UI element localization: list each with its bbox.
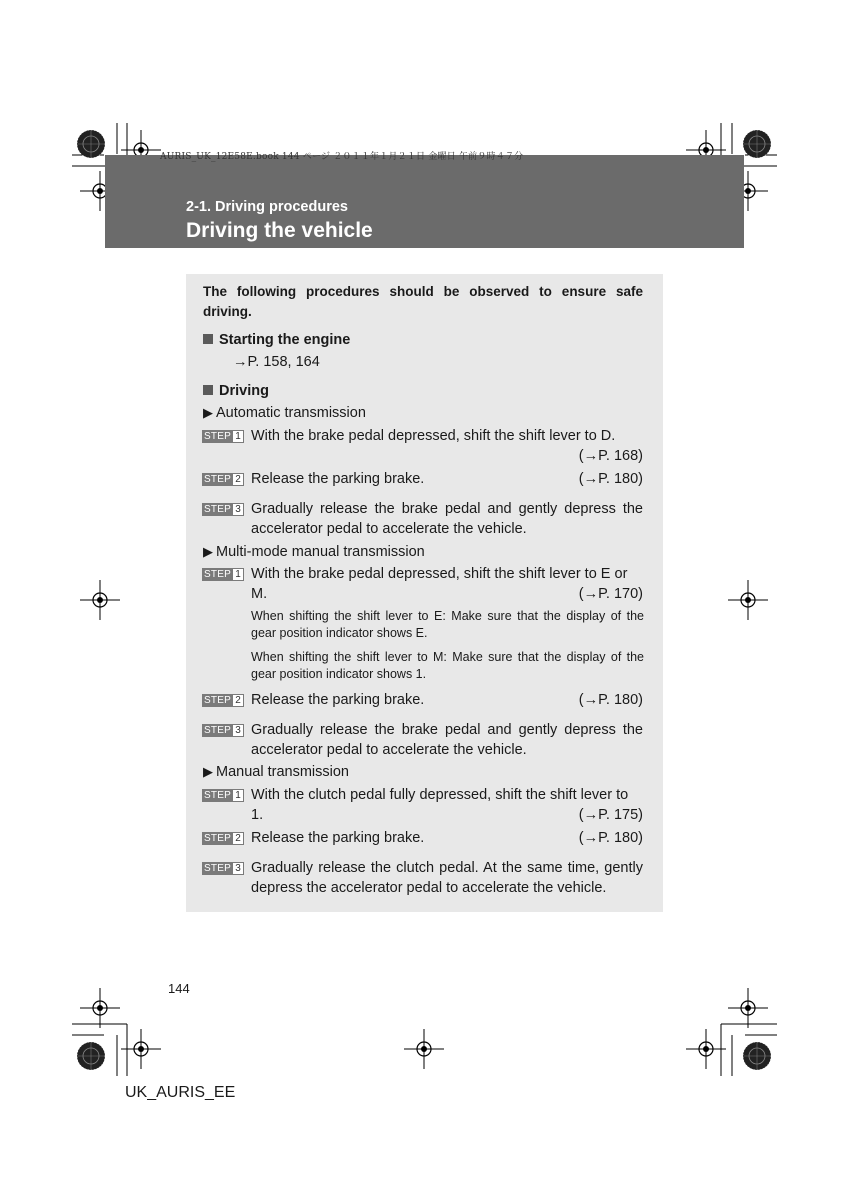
step-badge: STEP 3 [202,862,246,875]
mm-note-m: When shifting the shift lever to M: Make sure that the display of the gear position indicator shows 1. [251,650,644,681]
page-title: Driving the vehicle [186,219,373,242]
auto-step2-ref: (→P. 180) [578,471,643,487]
step-badge: STEP 3 [202,503,246,516]
auto-step1-text: With the brake pedal depressed, shift the shift lever to D. [251,428,616,444]
step-badge: STEP 2 [202,473,246,486]
page-number: 144 [168,981,190,996]
step-badge: STEP 3 [202,724,246,737]
square-bullet-icon [203,385,213,395]
square-bullet-icon [203,334,213,344]
man-step1-ref: (→P. 175) [578,807,643,823]
heading-driving: Driving [203,381,269,401]
mm-step1-text: With the brake pedal depressed, shift the shift lever to E or [251,566,628,582]
auto-step1-ref: (→P. 168) [578,448,643,464]
triangle-bullet-icon: ▶ [203,764,213,779]
mm-step2-ref: (→P. 180) [578,692,643,708]
print-meta: AURIS_UK_12E58E.book 144 ページ ２０１１年１月２１日 金曜日 午前９時４７分 [160,152,524,162]
heading-starting-engine: Starting the engine [203,330,350,350]
footer-code: UK_AURIS_EE [125,1084,236,1101]
auto-step2-text: Release the parking brake. [251,471,425,487]
triangle-bullet-icon: ▶ [203,405,213,420]
man-step1-text-cont: 1. [251,807,264,823]
procedure-box [186,274,663,912]
section-label: 2-1. Driving procedures [186,199,348,215]
mm-step1-ref: (→P. 170) [578,586,643,602]
mm-note-e: When shifting the shift lever to E: Make sure that the display of the gear position indicator shows E. [251,609,644,640]
step-badge: STEP 1 [202,430,246,443]
man-step3-text: Gradually release the clutch pedal. At the same time, gently depress the accelerator pedal to accelerate the vehicle. [251,860,643,896]
step-badge: STEP 2 [202,832,246,845]
subheading-multimode: ▶ Multi-mode manual transmission [203,544,425,560]
auto-step3-text: Gradually release the brake pedal and gently depress the accelerator pedal to accelerate the vehicle. [251,501,643,537]
mm-step1-text-cont: M. [251,586,268,602]
intro-text: The following procedures should be observed to ensure safe driving. [203,284,643,319]
mm-step2-text: Release the parking brake. [251,692,425,708]
subheading-manual: ▶ Manual transmission [203,764,349,780]
man-step2-text: Release the parking brake. [251,830,425,846]
man-step1-text: With the clutch pedal fully depressed, shift the shift lever to [251,787,629,803]
starting-ref: →P. 158, 164 [233,354,320,370]
step-badge: STEP 1 [202,568,246,581]
triangle-bullet-icon: ▶ [203,544,213,559]
step-badge: STEP 2 [202,694,246,707]
chapter-header [105,152,744,248]
subheading-automatic: ▶ Automatic transmission [203,405,366,421]
mm-step3-text: Gradually release the brake pedal and gently depress the accelerator pedal to accelerate the vehicle. [251,722,643,758]
step-badge: STEP 1 [202,789,246,802]
man-step2-ref: (→P. 180) [578,830,643,846]
